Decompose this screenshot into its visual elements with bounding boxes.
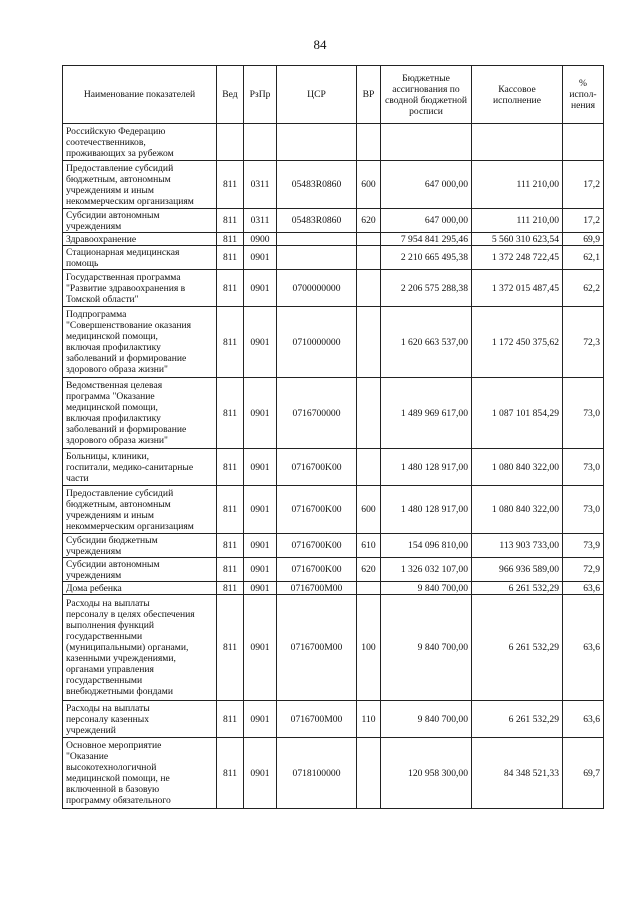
page-number: 84 <box>313 37 327 52</box>
table-row <box>63 701 604 738</box>
cell-csr: 0716700000 <box>277 378 357 449</box>
cell-csr: 0716700K00 <box>277 486 357 534</box>
cell-cash: 1 172 450 375,62 <box>472 307 563 378</box>
cell-budget: 1 480 128 917,00 <box>381 449 472 486</box>
cell-cash: 1 080 840 322,00 <box>472 449 563 486</box>
cell-csr: 0716700M00 <box>277 701 357 738</box>
cell-cash: 6 261 532,29 <box>472 582 563 595</box>
cell-csr: 0716700K00 <box>277 534 357 558</box>
cell-budget: 9 840 700,00 <box>381 582 472 595</box>
header-budget: Бюджетные ассигнования по сводной бюджетной росписи <box>381 66 472 124</box>
cell-rzpr: 0901 <box>244 307 277 378</box>
cell-ved: 811 <box>217 378 244 449</box>
cell-name: Субсидии автономным учреждениям <box>63 209 217 233</box>
cell-name: Государственная программа "Развитие здравоохранения в Томской области" <box>63 270 217 307</box>
table-row <box>63 161 604 209</box>
cell-csr: 0710000000 <box>277 307 357 378</box>
cell-percent: 69,9 <box>563 233 604 246</box>
cell-percent: 63,6 <box>563 701 604 738</box>
cell-budget: 1 326 032 107,00 <box>381 558 472 582</box>
cell-csr: 05483R0860 <box>277 209 357 233</box>
cell-percent: 73,9 <box>563 534 604 558</box>
cell-rzpr: 0901 <box>244 738 277 809</box>
table-row <box>63 307 604 378</box>
cell-vr: 610 <box>357 534 381 558</box>
cell-percent: 72,9 <box>563 558 604 582</box>
cell-vr <box>357 378 381 449</box>
cell-budget: 9 840 700,00 <box>381 701 472 738</box>
cell-vr: 110 <box>357 701 381 738</box>
cell-rzpr: 0901 <box>244 270 277 307</box>
header-rzpr: РзПр <box>244 66 277 124</box>
budget-execution-table <box>62 65 604 809</box>
cell-ved: 811 <box>217 307 244 378</box>
cell-csr: 0718100000 <box>277 738 357 809</box>
cell-ved: 811 <box>217 233 244 246</box>
cell-budget: 1 480 128 917,00 <box>381 486 472 534</box>
cell-name: Ведомственная целевая программа "Оказание медицинской помощи, включая профилактику заболеваний и формирование здорового образа жизни" <box>63 378 217 449</box>
cell-rzpr: 0901 <box>244 246 277 270</box>
cell-ved: 811 <box>217 534 244 558</box>
cell-budget: 647 000,00 <box>381 161 472 209</box>
cell-budget: 120 958 300,00 <box>381 738 472 809</box>
cell-vr <box>357 270 381 307</box>
cell-cash: 6 261 532,29 <box>472 701 563 738</box>
table-row <box>63 486 604 534</box>
cell-vr: 620 <box>357 558 381 582</box>
cell-budget: 9 840 700,00 <box>381 595 472 701</box>
cell-vr <box>357 449 381 486</box>
cell-ved: 811 <box>217 701 244 738</box>
table-row <box>63 378 604 449</box>
cell-csr <box>277 233 357 246</box>
header-percent: % испол-нения <box>563 66 604 124</box>
header-name: Наименование показателей <box>63 66 217 124</box>
cell-budget: 2 206 575 288,38 <box>381 270 472 307</box>
cell-vr <box>357 738 381 809</box>
cell-cash: 111 210,00 <box>472 161 563 209</box>
cell-rzpr: 0901 <box>244 701 277 738</box>
cell-csr: 0716700K00 <box>277 558 357 582</box>
cell-rzpr: 0900 <box>244 233 277 246</box>
cell-ved: 811 <box>217 582 244 595</box>
cell-percent: 17,2 <box>563 209 604 233</box>
cell-vr <box>357 582 381 595</box>
cell-cash: 966 936 589,00 <box>472 558 563 582</box>
cell-budget: 154 096 810,00 <box>381 534 472 558</box>
cell-csr: 0716700M00 <box>277 595 357 701</box>
table-row <box>63 738 604 809</box>
cell-name: Предоставление субсидий бюджетным, автономным учреждениям и иным некоммерческим организациям <box>63 486 217 534</box>
table-row <box>63 246 604 270</box>
cell-percent: 73,0 <box>563 486 604 534</box>
cell-percent: 73,0 <box>563 449 604 486</box>
cell-rzpr: 0901 <box>244 558 277 582</box>
cell-budget: 1 620 663 537,00 <box>381 307 472 378</box>
cell-cash: 1 372 248 722,45 <box>472 246 563 270</box>
cell-cash: 1 087 101 854,29 <box>472 378 563 449</box>
table-row <box>63 270 604 307</box>
cell-csr <box>277 124 357 161</box>
cell-csr: 0716700K00 <box>277 449 357 486</box>
cell-csr <box>277 246 357 270</box>
cell-ved: 811 <box>217 246 244 270</box>
cell-rzpr: 0901 <box>244 582 277 595</box>
cell-ved: 811 <box>217 209 244 233</box>
cell-percent: 72,3 <box>563 307 604 378</box>
cell-vr <box>357 246 381 270</box>
header-cash: Кассовое исполнение <box>472 66 563 124</box>
cell-cash: 6 261 532,29 <box>472 595 563 701</box>
cell-cash: 111 210,00 <box>472 209 563 233</box>
cell-budget: 2 210 665 495,38 <box>381 246 472 270</box>
cell-rzpr: 0901 <box>244 486 277 534</box>
cell-budget: 647 000,00 <box>381 209 472 233</box>
cell-name: Здравоохранение <box>63 233 217 246</box>
table-row <box>63 209 604 233</box>
cell-name: Предоставление субсидий бюджетным, автономным учреждениям и иным некоммерческим организациям <box>63 161 217 209</box>
cell-name: Дома ребенка <box>63 582 217 595</box>
cell-percent: 73,0 <box>563 378 604 449</box>
cell-percent: 63,6 <box>563 582 604 595</box>
cell-name: Расходы на выплаты персоналу казенных учреждений <box>63 701 217 738</box>
cell-budget: 7 954 841 295,46 <box>381 233 472 246</box>
cell-budget <box>381 124 472 161</box>
table-row <box>63 595 604 701</box>
cell-cash <box>472 124 563 161</box>
cell-name: Стационарная медицинская помощь <box>63 246 217 270</box>
cell-name: Российскую Федерацию соотечественников, проживающих за рубежом <box>63 124 217 161</box>
cell-cash: 5 560 310 623,54 <box>472 233 563 246</box>
cell-rzpr: 0311 <box>244 161 277 209</box>
cell-csr: 0716700M00 <box>277 582 357 595</box>
cell-name: Больницы, клиники, госпитали, медико-санитарные части <box>63 449 217 486</box>
cell-percent <box>563 124 604 161</box>
cell-name: Субсидии бюджетным учреждениям <box>63 534 217 558</box>
cell-ved <box>217 124 244 161</box>
cell-percent: 69,7 <box>563 738 604 809</box>
cell-csr: 0700000000 <box>277 270 357 307</box>
table-row <box>63 582 604 595</box>
cell-ved: 811 <box>217 270 244 307</box>
table-row <box>63 124 604 161</box>
table-row <box>63 534 604 558</box>
cell-name: Субсидии автономным учреждениям <box>63 558 217 582</box>
cell-rzpr: 0901 <box>244 378 277 449</box>
cell-vr: 100 <box>357 595 381 701</box>
cell-percent: 62,2 <box>563 270 604 307</box>
table-body <box>63 124 604 809</box>
cell-name: Расходы на выплаты персоналу в целях обеспечения выполнения функций государственными (муниципальными) органами, казенными учреждениями, органами управления государственными внебюджетными фондами <box>63 595 217 701</box>
cell-ved: 811 <box>217 486 244 534</box>
header-csr: ЦСР <box>277 66 357 124</box>
cell-cash: 1 080 840 322,00 <box>472 486 563 534</box>
cell-rzpr <box>244 124 277 161</box>
cell-vr: 620 <box>357 209 381 233</box>
cell-name: Подпрограмма "Совершенствование оказания медицинской помощи, включая профилактику заболеваний и формирование здорового образа жизни" <box>63 307 217 378</box>
cell-rzpr: 0901 <box>244 449 277 486</box>
cell-rzpr: 0901 <box>244 595 277 701</box>
cell-csr: 05483R0860 <box>277 161 357 209</box>
cell-percent: 17,2 <box>563 161 604 209</box>
table-row <box>63 449 604 486</box>
cell-ved: 811 <box>217 449 244 486</box>
cell-ved: 811 <box>217 738 244 809</box>
cell-budget: 1 489 969 617,00 <box>381 378 472 449</box>
cell-cash: 113 903 733,00 <box>472 534 563 558</box>
cell-cash: 84 348 521,33 <box>472 738 563 809</box>
cell-ved: 811 <box>217 558 244 582</box>
table-header <box>63 66 604 124</box>
table-row <box>63 233 604 246</box>
cell-vr <box>357 307 381 378</box>
cell-vr: 600 <box>357 161 381 209</box>
cell-percent: 63,6 <box>563 595 604 701</box>
header-ved: Вед <box>217 66 244 124</box>
cell-vr: 600 <box>357 486 381 534</box>
cell-ved: 811 <box>217 161 244 209</box>
cell-vr <box>357 124 381 161</box>
header-vr: ВР <box>357 66 381 124</box>
cell-rzpr: 0901 <box>244 534 277 558</box>
table-row <box>63 558 604 582</box>
cell-rzpr: 0311 <box>244 209 277 233</box>
cell-cash: 1 372 015 487,45 <box>472 270 563 307</box>
cell-name: Основное мероприятие "Оказание высокотехнологичной медицинской помощи, не включенной в базовую программу обязательного <box>63 738 217 809</box>
cell-ved: 811 <box>217 595 244 701</box>
cell-vr <box>357 233 381 246</box>
cell-percent: 62,1 <box>563 246 604 270</box>
